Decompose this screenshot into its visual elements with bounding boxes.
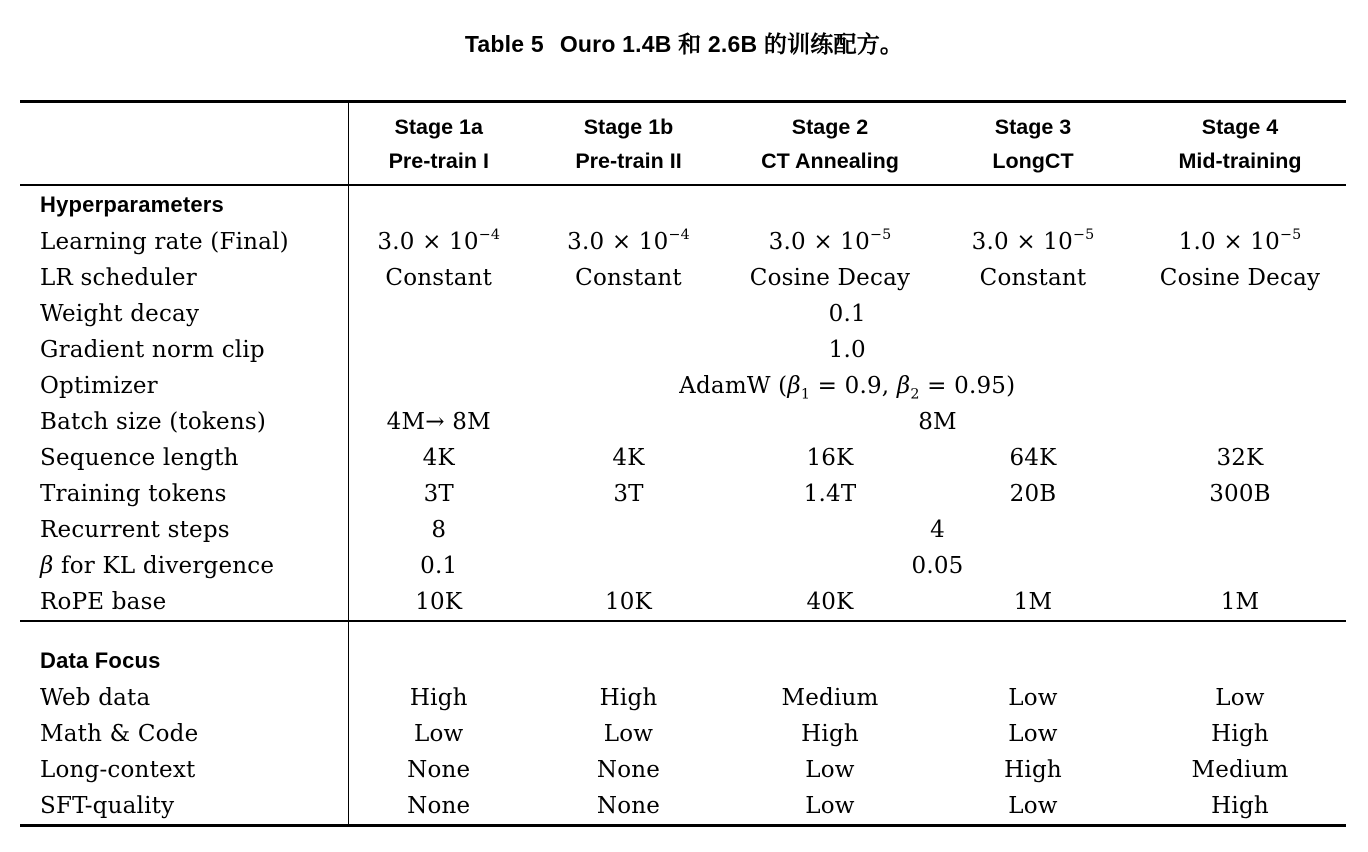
cell-stage-2: 16K xyxy=(806,445,854,471)
section-spacer xyxy=(348,621,1346,680)
row-label: Math & Code xyxy=(20,716,348,752)
column-header-stage-1b xyxy=(529,102,728,186)
cell-stage-4: 32K xyxy=(1216,445,1264,471)
table-header xyxy=(20,102,1346,186)
cell-stage-1a: High xyxy=(409,685,468,711)
cell-all-stages xyxy=(348,368,1346,404)
table-body xyxy=(20,185,1346,826)
cell-stage-1a: 4M→ 8M xyxy=(386,409,491,435)
cell-stage-3: 64K xyxy=(1009,445,1057,471)
row-label: SFT-quality xyxy=(20,788,348,826)
cell-stage-2: Low xyxy=(805,757,855,783)
training-recipe-table xyxy=(20,100,1346,827)
cell-all-stages: 0.1 xyxy=(828,301,866,327)
stage-name: Stage 3 xyxy=(994,115,1072,139)
sci-mantissa: 3.0 × 10 xyxy=(768,229,870,255)
sci-mantissa: 1.0 × 10 xyxy=(1178,229,1280,255)
column-header-stage-4 xyxy=(1134,102,1346,186)
cell-stage-3: High xyxy=(1004,757,1062,783)
table-caption xyxy=(0,26,1368,59)
table-caption-number: Table 5 xyxy=(464,31,544,57)
beta-subscript: 2 xyxy=(910,386,920,403)
stage-name: Stage 1b xyxy=(583,115,674,139)
cell-stage-3: Low xyxy=(1008,721,1058,747)
cell-stage-1b: Low xyxy=(603,721,654,747)
cell-stage-2: High xyxy=(801,721,859,747)
sci-exponent: −5 xyxy=(1279,227,1302,244)
optimizer-text: AdamW ( xyxy=(679,373,788,399)
cell-stage-3 xyxy=(932,224,1134,260)
row-label: Sequence length xyxy=(20,440,348,476)
cell-stage-2 xyxy=(728,224,932,260)
row-label: Web data xyxy=(20,680,348,716)
stage-name: Stage 4 xyxy=(1201,115,1279,139)
cell-stages-1b-to-4: 8M xyxy=(918,409,957,435)
cell-stage-3: 20B xyxy=(1009,481,1057,507)
row-label: Optimizer xyxy=(20,368,348,404)
section-header-hyperparameters xyxy=(20,185,1346,224)
section-title: Hyperparameters xyxy=(20,185,348,224)
cell-stage-1b: 4K xyxy=(612,445,645,471)
cell-stage-1a: 3T xyxy=(423,481,454,507)
cell-stage-1a: 10K xyxy=(415,589,463,615)
row-weight-decay xyxy=(20,296,1346,332)
cell-stage-1b xyxy=(529,224,728,260)
sci-mantissa: 3.0 × 10 xyxy=(971,229,1073,255)
stage-phase: LongCT xyxy=(992,149,1074,173)
section-title: Data Focus xyxy=(20,621,348,680)
row-optimizer xyxy=(20,368,1346,404)
cell-stage-3: Constant xyxy=(979,265,1087,291)
row-sft-quality xyxy=(20,788,1346,826)
cell-stage-2: Cosine Decay xyxy=(749,265,911,291)
row-label xyxy=(20,548,348,584)
cell-stage-3: Low xyxy=(1008,685,1058,711)
cell-stage-3: 1M xyxy=(1013,589,1053,615)
beta-symbol: β xyxy=(896,373,911,399)
row-math-code xyxy=(20,716,1346,752)
row-label: Long-context xyxy=(20,752,348,788)
cell-stage-3: Low xyxy=(1008,793,1058,819)
cell-stage-4: 300B xyxy=(1209,481,1271,507)
cell-stage-1a xyxy=(348,224,529,260)
cell-stage-1a: Low xyxy=(414,721,464,747)
cell-stage-2: Medium xyxy=(781,685,879,711)
cell-stage-4: High xyxy=(1211,793,1269,819)
cell-stage-4: Low xyxy=(1215,685,1265,711)
cell-stage-1b: None xyxy=(596,757,661,783)
cell-stage-4: Medium xyxy=(1191,757,1289,783)
column-header-stage-1a xyxy=(348,102,529,186)
row-learning-rate xyxy=(20,224,1346,260)
row-label: RoPE base xyxy=(20,584,348,621)
row-label: Weight decay xyxy=(20,296,348,332)
cell-stage-1b: Constant xyxy=(575,265,682,291)
row-label: Gradient norm clip xyxy=(20,332,348,368)
cell-stage-1b: None xyxy=(596,793,661,819)
stage-phase: Pre-train I xyxy=(388,149,489,173)
cell-stage-1a: 8 xyxy=(431,517,447,543)
row-rope-base xyxy=(20,584,1346,621)
row-lr-scheduler xyxy=(20,260,1346,296)
cell-stage-1a: 0.1 xyxy=(420,553,458,579)
cell-all-stages: 1.0 xyxy=(828,337,866,363)
header-row xyxy=(20,102,1346,186)
cell-stage-2: Low xyxy=(805,793,855,819)
row-beta-kl-divergence xyxy=(20,548,1346,584)
stage-name: Stage 1a xyxy=(394,115,483,139)
sci-exponent: −5 xyxy=(1072,227,1095,244)
row-label: Recurrent steps xyxy=(20,512,348,548)
sci-exponent: −5 xyxy=(869,227,892,244)
cell-stage-1b: High xyxy=(599,685,658,711)
row-label-text: for KL divergence xyxy=(53,553,275,579)
row-recurrent-steps xyxy=(20,512,1346,548)
row-web-data xyxy=(20,680,1346,716)
stage-name: Stage 2 xyxy=(791,115,869,139)
row-batch-size xyxy=(20,404,1346,440)
optimizer-text: = 0.9, xyxy=(810,373,897,399)
beta-symbol: β xyxy=(787,373,801,399)
stage-phase: Mid-training xyxy=(1178,149,1302,173)
row-label: Training tokens xyxy=(20,476,348,512)
cell-stages-1b-to-4: 4 xyxy=(930,517,945,543)
sci-exponent: −4 xyxy=(668,227,690,244)
stage-phase: CT Annealing xyxy=(761,149,899,173)
cell-stage-1a: None xyxy=(407,793,471,819)
column-header-stage-2 xyxy=(728,102,932,186)
cell-stage-2: 1.4T xyxy=(803,481,857,507)
cell-stage-1b: 3T xyxy=(613,481,644,507)
optimizer-text: = 0.95) xyxy=(919,373,1016,399)
row-label: LR scheduler xyxy=(20,260,348,296)
cell-stage-1b: 10K xyxy=(604,589,653,615)
beta-symbol: β xyxy=(40,553,54,579)
row-sequence-length xyxy=(20,440,1346,476)
cell-stage-4: 1M xyxy=(1220,589,1260,615)
row-label: Batch size (tokens) xyxy=(20,404,348,440)
stage-phase: Pre-train II xyxy=(575,149,682,173)
row-gradient-norm-clip xyxy=(20,332,1346,368)
row-training-tokens xyxy=(20,476,1346,512)
section-header-data-focus xyxy=(20,621,1346,680)
column-header-stage-3 xyxy=(932,102,1134,186)
beta-subscript: 1 xyxy=(800,386,811,403)
sci-mantissa: 3.0 × 10 xyxy=(567,229,669,255)
table-caption-text: Ouro 1.4B 和 2.6B 的训练配方。 xyxy=(559,31,904,57)
cell-stage-1a: Constant xyxy=(385,265,493,291)
sci-mantissa: 3.0 × 10 xyxy=(377,229,479,255)
cell-stage-4 xyxy=(1134,224,1346,260)
cell-stage-2: 40K xyxy=(806,589,854,615)
row-long-context xyxy=(20,752,1346,788)
cell-stage-1a: None xyxy=(407,757,471,783)
section-spacer xyxy=(348,185,1346,224)
header-empty-cell xyxy=(20,102,348,186)
row-label: Learning rate (Final) xyxy=(20,224,348,260)
sci-exponent: −4 xyxy=(478,227,501,244)
cell-stage-4: High xyxy=(1211,721,1269,747)
cell-stage-4: Cosine Decay xyxy=(1159,265,1321,291)
cell-stages-1b-to-4: 0.05 xyxy=(911,553,964,579)
cell-stage-1a: 4K xyxy=(422,445,455,471)
